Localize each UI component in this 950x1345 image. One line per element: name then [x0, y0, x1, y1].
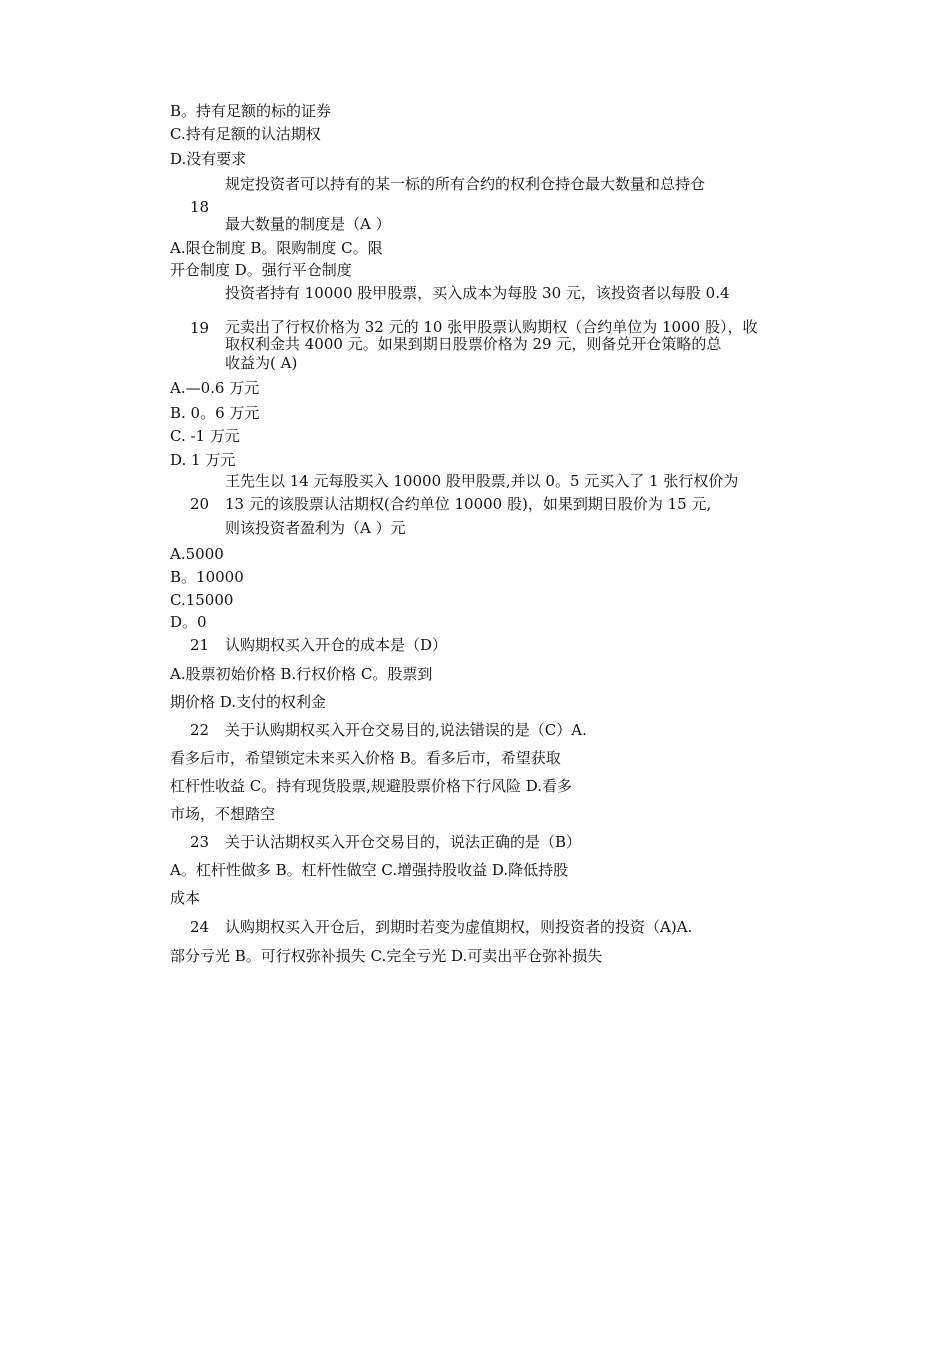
q24-number: 24	[190, 918, 210, 936]
q20-stem-line3: 则该投资者盈利为（A ）元	[225, 519, 406, 537]
q20-option-c: C.15000	[170, 591, 234, 609]
q17-option-c: C.持有足额的认沽期权	[170, 125, 321, 143]
q19-stem-line2: 元卖出了行权价格为 32 元的 10 张甲股票认购期权（合约单位为 1000 股），收	[225, 318, 758, 336]
q18-stem-line2: 最大数量的制度是（A ）	[225, 215, 391, 233]
q23-stem: 关于认沽期权买入开仓交易目的，说法正确的是（B）	[225, 833, 582, 851]
q21-stem: 认购期权买入开仓的成本是（D）	[225, 636, 448, 654]
q22-options-line1: 看多后市，希望锁定未来买入价格 B。看多后市，希望获取	[170, 749, 561, 767]
q20-option-d: D。0	[170, 613, 207, 631]
q22-stem: 关于认购期权买入开仓交易目的,说法错误的是（C）A.	[225, 721, 587, 739]
q18-options-line2: 开仓制度 D。强行平仓制度	[170, 261, 352, 279]
q18-stem-line1: 规定投资者可以持有的某一标的所有合约的权利仓持仓最大数量和总持仓	[225, 175, 706, 193]
q23-number: 23	[190, 833, 210, 851]
q19-stem-line3: 取权利金共 4000 元。如果到期日股票价格为 29 元，则备兑开仓策略的总	[225, 335, 722, 353]
q19-stem-line4: 收益为( A)	[225, 354, 298, 372]
q18-options-line1: A.限仓制度 B。限购制度 C。限	[170, 239, 383, 257]
q20-stem-line2: 13 元的该股票认沽期权(合约单位 10000 股)，如果到期日股价为 15 元,	[225, 495, 712, 513]
q21-options-line1: A.股票初始价格 B.行权价格 C。股票到	[170, 665, 433, 683]
q24-options-line1: 部分亏光 B。可行权弥补损失 C.完全亏光 D.可卖出平仓弥补损失	[170, 947, 603, 965]
q21-options-line2: 期价格 D.支付的权利金	[170, 693, 327, 711]
q18-number: 18	[190, 198, 210, 216]
q21-number: 21	[190, 636, 210, 654]
q19-stem-line1: 投资者持有 10000 股甲股票，买入成本为每股 30 元，该投资者以每股 0.4	[225, 284, 730, 302]
q19-option-b: B. 0。6 万元	[170, 404, 260, 422]
q17-option-b: B。持有足额的标的证券	[170, 102, 332, 120]
q20-option-b: B。10000	[170, 568, 244, 586]
q22-number: 22	[190, 721, 210, 739]
q24-stem: 认购期权买入开仓后，到期时若变为虚值期权，则投资者的投资（A)A.	[225, 918, 693, 936]
q22-options-line3: 市场，不想踏空	[170, 805, 276, 823]
q20-option-a: A.5000	[170, 545, 224, 563]
q20-stem-line1: 王先生以 14 元每股买入 10000 股甲股票,并以 0。5 元买入了 1 张行权价为	[225, 472, 739, 490]
q23-options-line1: A。杠杆性做多 B。杠杆性做空 C.增强持股收益 D.降低持股	[170, 861, 569, 879]
q17-option-d: D.没有要求	[170, 150, 247, 168]
q19-number: 19	[190, 319, 210, 337]
q19-option-a: A.—0.6 万元	[170, 379, 260, 397]
q19-option-d: D. 1 万元	[170, 451, 236, 469]
q19-option-c: C. -1 万元	[170, 427, 240, 445]
q20-number: 20	[190, 495, 210, 513]
q23-options-line2: 成本	[170, 889, 201, 907]
q22-options-line2: 杠杆性收益 C。持有现货股票,规避股票价格下行风险 D.看多	[170, 777, 573, 795]
